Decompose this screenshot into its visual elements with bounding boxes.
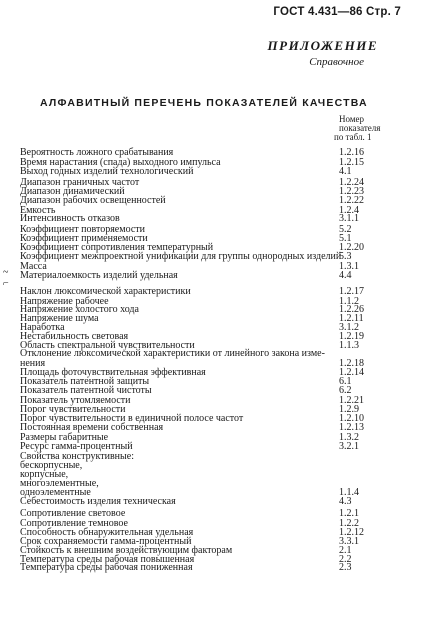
- indicator-number: 3.1.1: [339, 213, 359, 224]
- indicator-number: 1.2.26: [339, 304, 364, 315]
- indicator-name: Диапазон рабочих освещенностей: [20, 195, 166, 206]
- indicator-name: Коэффициент межпроектной унификации для группы однородных изделий: [20, 251, 342, 262]
- indicator-number: 2.3: [339, 562, 352, 573]
- indicator-name: Диапазон динамический: [20, 186, 125, 197]
- list-item: [0, 271, 423, 281]
- indicator-number: 1.2.19: [339, 331, 364, 342]
- indicator-name: Ресурс гамма-процентный: [20, 441, 133, 452]
- indicator-number: 1.2.21: [339, 395, 364, 406]
- indicator-number: 3.3.1: [339, 536, 359, 547]
- column-header-line: по табл. 1: [334, 132, 372, 142]
- indicator-name: Материалоемкость изделий удельная: [20, 270, 178, 281]
- indicator-number: 1.1.3: [339, 340, 359, 351]
- list-item: [0, 497, 423, 507]
- margin-mark: ~: [3, 267, 9, 278]
- appendix-subtitle: Справочное: [309, 56, 364, 68]
- indicator-name: Температура среды рабочая пониженная: [20, 562, 193, 573]
- indicator-name: Площадь фоточувствительная эффективная: [20, 367, 206, 378]
- column-header-line: показателя: [339, 123, 381, 133]
- indicator-name: Порог чувствительности в единичной полосе частот: [20, 413, 244, 424]
- indicator-number: 2.1: [339, 545, 352, 556]
- indicator-number: 5.2: [339, 224, 352, 235]
- indicator-number: 1.2.14: [339, 367, 364, 378]
- document-title: АЛФАВИТНЫЙ ПЕРЕЧЕНЬ ПОКАЗАТЕЛЕЙ КАЧЕСТВА: [40, 97, 368, 109]
- indicator-name: Область спектральной чувствительности: [20, 340, 195, 351]
- indicator-name: Наработка: [20, 322, 65, 333]
- indicator-number: 1.2.11: [339, 313, 364, 324]
- indicator-name: Способность обнаружительная удельная: [20, 527, 194, 538]
- indicator-name: Показатель патентной чистоты: [20, 385, 152, 396]
- indicator-number: 5.3: [339, 251, 352, 262]
- indicator-name: Порог чувствительности: [20, 404, 126, 415]
- indicator-number: 2.2: [339, 554, 352, 565]
- list-item: [0, 563, 423, 573]
- indicator-name: Сопротивление световое: [20, 508, 126, 519]
- indicator-number: 6.2: [339, 385, 352, 396]
- indicator-number: 4.1: [339, 166, 352, 177]
- indicator-number: 1.3.2: [339, 432, 359, 443]
- indicator-name: Масса: [20, 261, 47, 272]
- indicator-name: Стойкость к внешним воздействующим факторам: [20, 545, 233, 556]
- indicator-name: Срок сохраняемости гамма-процентный: [20, 536, 192, 547]
- page-header: ГОСТ 4.431—86 Стр. 7: [273, 6, 401, 18]
- indicator-number: 6.1: [339, 376, 352, 387]
- indicator-name: Коэффициент применяемости: [20, 233, 148, 244]
- list-item: [0, 196, 423, 206]
- column-header: [325, 115, 397, 142]
- indicator-number: 1.1.2: [339, 296, 359, 307]
- indicator-name: Температура среды рабочая повышенная: [20, 554, 195, 565]
- indicator-name: Вероятность ложного срабатывания: [20, 147, 174, 158]
- indicator-number: 4.3: [339, 496, 352, 507]
- indicator-number: 3.1.2: [339, 322, 359, 333]
- list-item: [0, 167, 423, 177]
- indicator-number: 1.2.9: [339, 404, 359, 415]
- indicator-number: 1.2.16: [339, 147, 364, 158]
- indicator-name: бескорпусные,: [20, 460, 83, 471]
- indicator-name: Показатель патентной защиты: [20, 376, 150, 387]
- indicator-name: Интенсивность отказов: [20, 213, 120, 224]
- indicator-name: Коэффициент сопротивления температурный: [20, 242, 214, 253]
- indicator-name: многоэлементные,: [20, 478, 99, 489]
- list-item: [0, 252, 423, 262]
- indicator-name: Постоянная времени собственная: [20, 422, 164, 433]
- indicator-number: 1.2.18: [339, 358, 364, 369]
- margin-mark: ⌐: [3, 278, 9, 289]
- indicator-number: 1.2.24: [339, 177, 364, 188]
- indicator-name: Наклон люксомической характеристики: [20, 286, 191, 297]
- indicator-name: Диапазон граничных частот: [20, 177, 140, 188]
- indicator-number: 1.2.17: [339, 286, 364, 297]
- indicator-number: 1.2.10: [339, 413, 364, 424]
- indicator-name: Напряжение рабочее: [20, 296, 109, 307]
- indicator-number: 1.2.12: [339, 527, 364, 538]
- indicator-number: 1.2.20: [339, 242, 364, 253]
- indicator-number: 1.3.1: [339, 261, 359, 272]
- indicator-name: Время нарастания (спада) выходного импульса: [20, 157, 221, 168]
- indicator-number: 1.2.22: [339, 195, 364, 206]
- indicator-number: 1.2.1: [339, 508, 359, 519]
- indicator-name: корпусные,: [20, 469, 69, 480]
- indicator-name: Напряжение шума: [20, 313, 99, 324]
- column-header-line: Номер: [339, 114, 365, 124]
- indicator-name: Себестоимость изделия техническая: [20, 496, 176, 507]
- indicator-name: нения: [20, 358, 46, 369]
- indicator-name: Размеры габаритные: [20, 432, 109, 443]
- indicator-number: 1.2.4: [339, 205, 359, 216]
- list-item: [0, 214, 423, 224]
- indicator-name: Коэффициент повторяемости: [20, 224, 145, 235]
- indicator-name: Выход годных изделий технологический: [20, 166, 194, 177]
- indicator-name: Нестабильность световая: [20, 331, 129, 342]
- indicator-number: 1.2.2: [339, 518, 359, 529]
- indicator-number: 1.2.13: [339, 422, 364, 433]
- indicator-number: 1.1.4: [339, 487, 359, 498]
- indicator-name: одноэлементные: [20, 487, 91, 498]
- indicator-number: 3.2.1: [339, 441, 359, 452]
- indicator-name: Отклонение люксомической характеристики от линейного закона изме-: [20, 348, 325, 359]
- indicator-name: Емкость: [20, 205, 56, 216]
- appendix-title: ПРИЛОЖЕНИЕ: [267, 38, 378, 53]
- indicator-name: Напряжение холостого хода: [20, 304, 139, 315]
- indicator-number: 4.4: [339, 270, 352, 281]
- indicator-name: Показатель утомляемости: [20, 395, 131, 406]
- indicator-name: Сопротивление темновое: [20, 518, 128, 529]
- indicator-number: 1.2.23: [339, 186, 364, 197]
- indicator-number: 5.1: [339, 233, 352, 244]
- indicator-number: 1.2.15: [339, 157, 364, 168]
- indicator-name: Свойства конструктивные:: [20, 451, 134, 462]
